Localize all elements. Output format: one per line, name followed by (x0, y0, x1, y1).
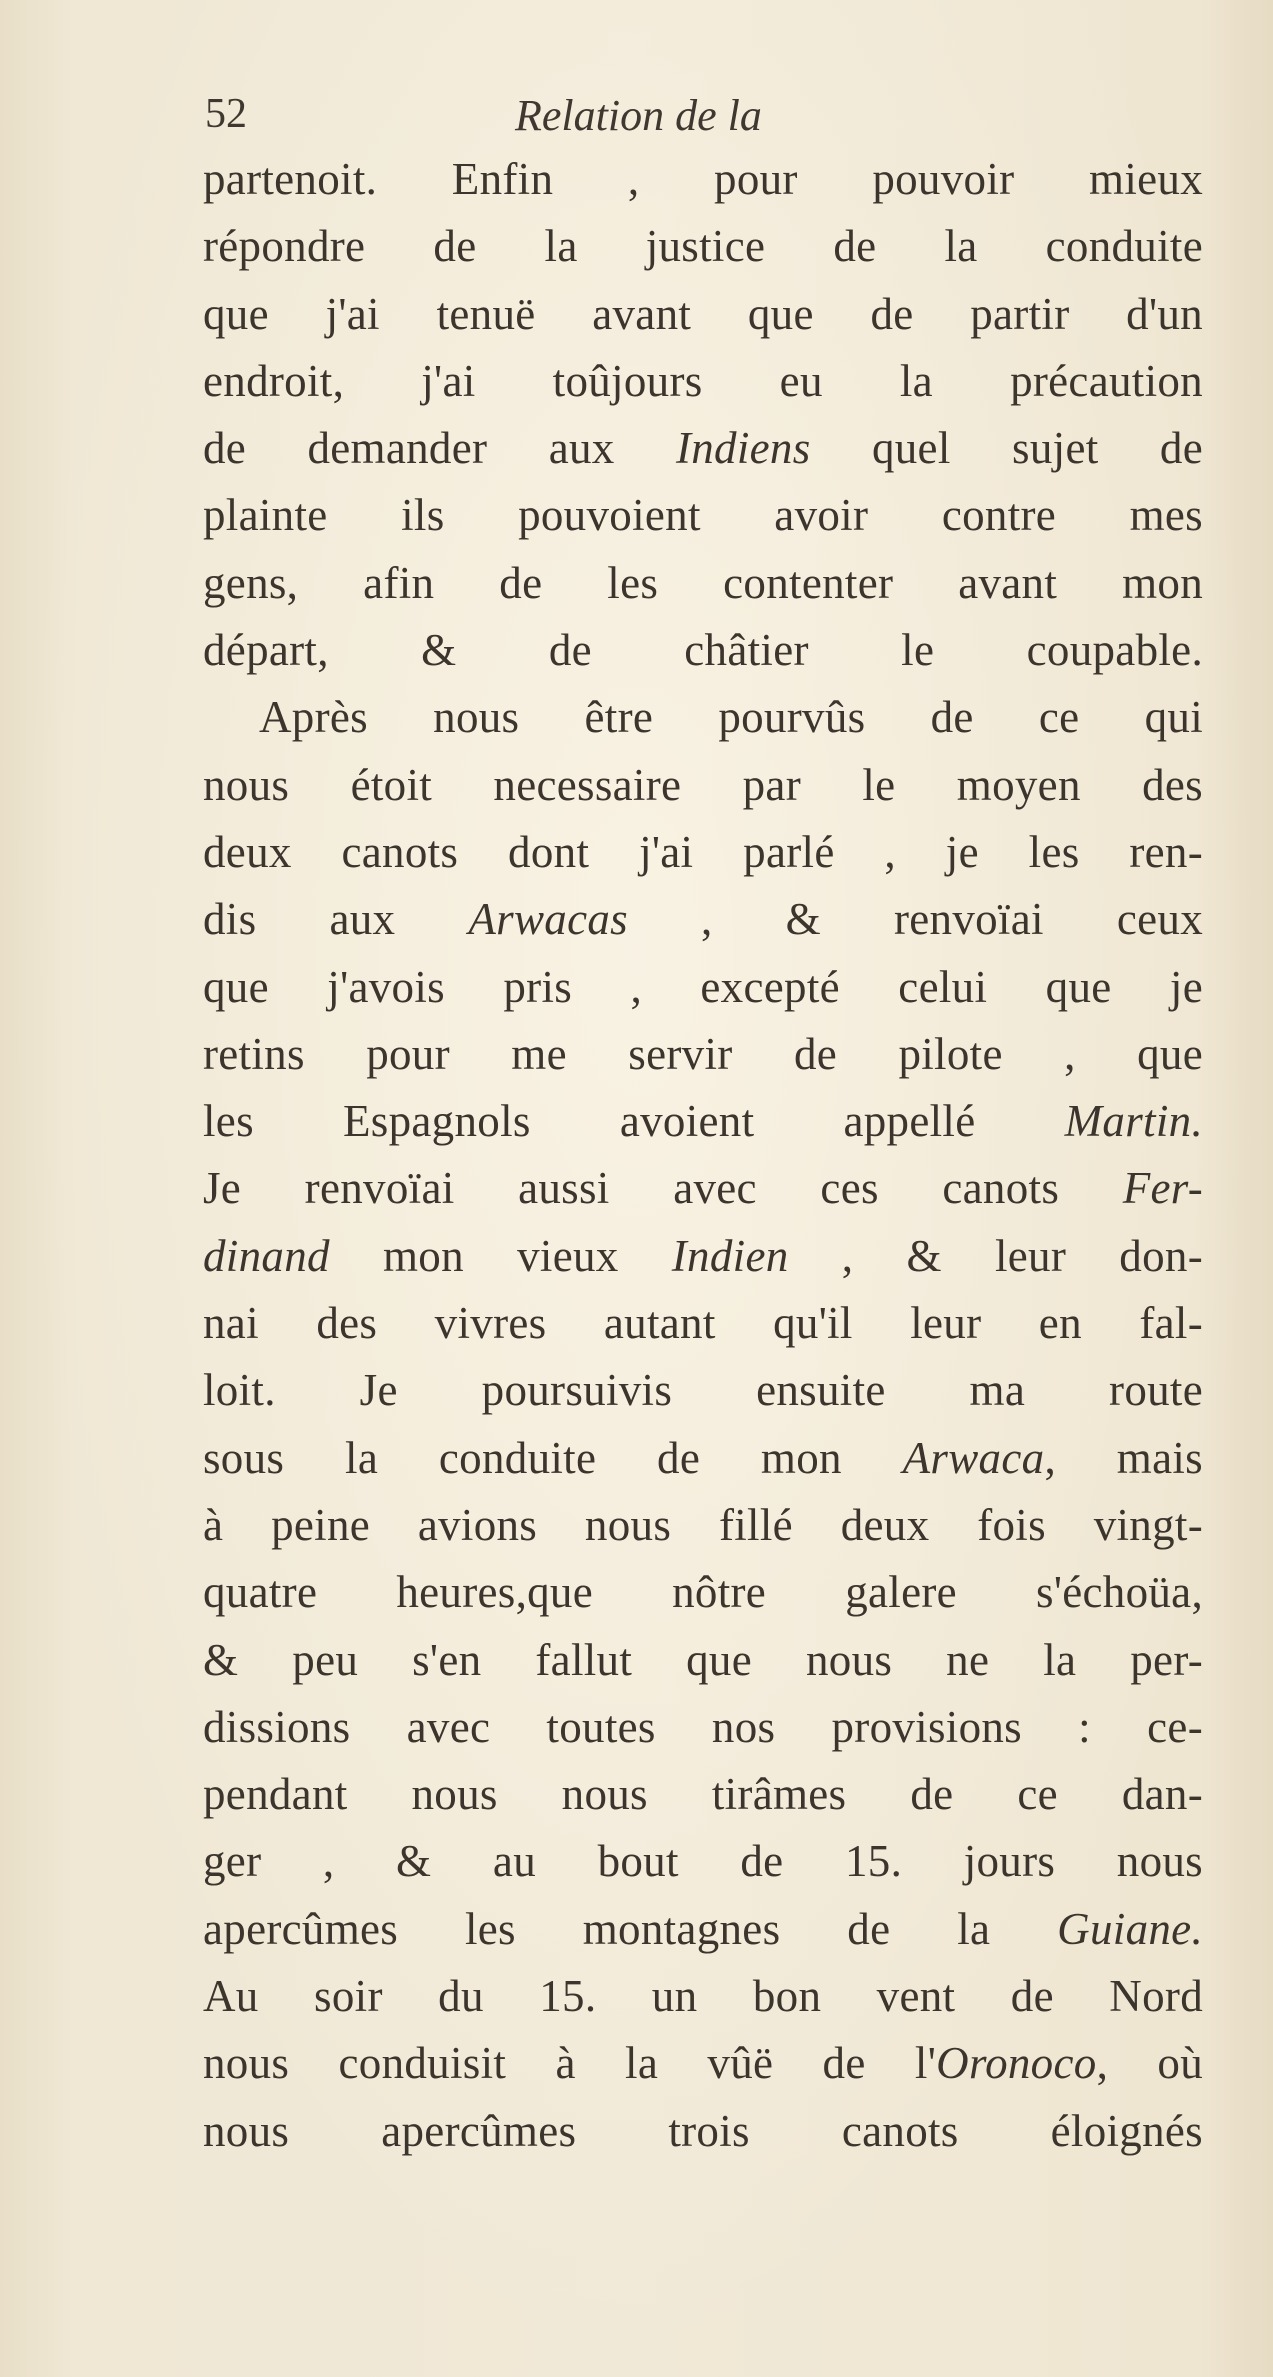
text-line (203, 1694, 1203, 1761)
running-head (205, 90, 1205, 150)
text-line (203, 1425, 1203, 1492)
italic-text: Arwacas (468, 894, 628, 945)
text-run: nous conduisit à la vûë de l' (203, 2038, 937, 2089)
text-run: loit. Je poursuivis ensuite ma route (203, 1365, 1203, 1416)
italic-text: Arwaca (902, 1432, 1045, 1483)
text-line (203, 2098, 1203, 2165)
text-line (203, 819, 1203, 886)
text-run: Au soir du 15. un bon vent de Nord (203, 1971, 1203, 2022)
text-line (203, 1155, 1203, 1222)
text-line (203, 1896, 1203, 1963)
text-line (203, 1963, 1203, 2030)
text-run: apercûmes les montagnes de la (203, 1903, 1058, 1954)
text-run: les Espagnols avoient appellé (203, 1096, 1065, 1147)
italic-text: Fer- (1122, 1163, 1203, 1214)
italic-text: Indien (671, 1230, 789, 1281)
text-line (203, 752, 1203, 819)
text-line (203, 1828, 1203, 1895)
text-line (203, 213, 1203, 280)
italic-text: dinand (203, 1230, 330, 1281)
italic-text: Indiens (675, 423, 811, 474)
text-run: sous la conduite de mon (203, 1432, 903, 1483)
text-line (203, 348, 1203, 415)
text-run: plainte ils pouvoient avoir contre mes (203, 490, 1203, 541)
text-run: gens, afin de les contenter avant mon (203, 557, 1203, 608)
text-line (203, 1559, 1203, 1626)
text-run: dis aux (203, 894, 469, 945)
text-run: à peine avions nous fillé deux fois vingt- (203, 1499, 1203, 1550)
italic-text: Martin. (1064, 1096, 1203, 1147)
text-line (203, 1357, 1203, 1424)
text-run: départ, & de châtier le coupable. (203, 625, 1203, 676)
text-run: nous étoit necessaire par le moyen des (203, 759, 1203, 810)
text-line (203, 617, 1203, 684)
page-number: 52 (205, 91, 247, 137)
text-line (203, 1761, 1203, 1828)
text-line (203, 482, 1203, 549)
text-line (203, 550, 1203, 617)
running-title: Relation de la (515, 91, 762, 140)
text-line (203, 415, 1203, 482)
text-run: ger , & au bout de 15. jours nous (203, 1836, 1203, 1887)
text-run: Je renvoïai aussi avec ces canots (203, 1163, 1123, 1214)
text-run: , & leur don- (788, 1230, 1203, 1281)
text-run: , où (1096, 2038, 1203, 2089)
text-line (203, 886, 1203, 953)
text-line (203, 1223, 1203, 1290)
text-run: nous apercûmes trois canots éloignés (203, 2105, 1203, 2156)
text-run: , mais (1044, 1432, 1203, 1483)
body-text (203, 146, 1203, 2165)
text-run: de demander aux (203, 423, 676, 474)
text-run: deux canots dont j'ai parlé , je les ren- (203, 826, 1203, 877)
text-line (203, 1627, 1203, 1694)
text-run: répondre de la justice de la conduite (203, 221, 1203, 272)
text-run: que j'ai tenuë avant que de partir d'un (203, 288, 1203, 339)
text-run: pendant nous nous tirâmes de ce dan- (203, 1769, 1203, 1820)
text-line (203, 1290, 1203, 1357)
text-run: retins pour me servir de pilote , que (203, 1028, 1203, 1079)
text-line (203, 684, 1203, 751)
text-line (203, 146, 1203, 213)
text-run: endroit, j'ai toûjours eu la précaution (203, 355, 1203, 406)
text-line (203, 954, 1203, 1021)
text-line (203, 1492, 1203, 1559)
text-run: Après nous être pourvûs de ce qui (259, 692, 1203, 743)
italic-text: Guiane. (1057, 1903, 1203, 1954)
text-run: que j'avois pris , excepté celui que je (203, 961, 1203, 1012)
text-run: quel sujet de (810, 423, 1203, 474)
text-line (203, 1021, 1203, 1088)
text-run: & peu s'en fallut que nous ne la per- (203, 1634, 1203, 1685)
text-run: mon vieux (329, 1230, 672, 1281)
text-line (203, 1088, 1203, 1155)
text-run: nai des vivres autant qu'il leur en fal- (203, 1298, 1203, 1349)
text-run: , & renvoïai ceux (627, 894, 1203, 945)
text-line (203, 281, 1203, 348)
italic-text: Oronoco (936, 2038, 1097, 2089)
text-run: dissions avec toutes nos provisions : ce- (203, 1701, 1203, 1752)
text-run: quatre heures,que nôtre galere s'échoüa, (203, 1567, 1203, 1618)
text-line (203, 2030, 1203, 2097)
text-run: partenoit. Enfin , pour pouvoir mieux (203, 154, 1203, 204)
